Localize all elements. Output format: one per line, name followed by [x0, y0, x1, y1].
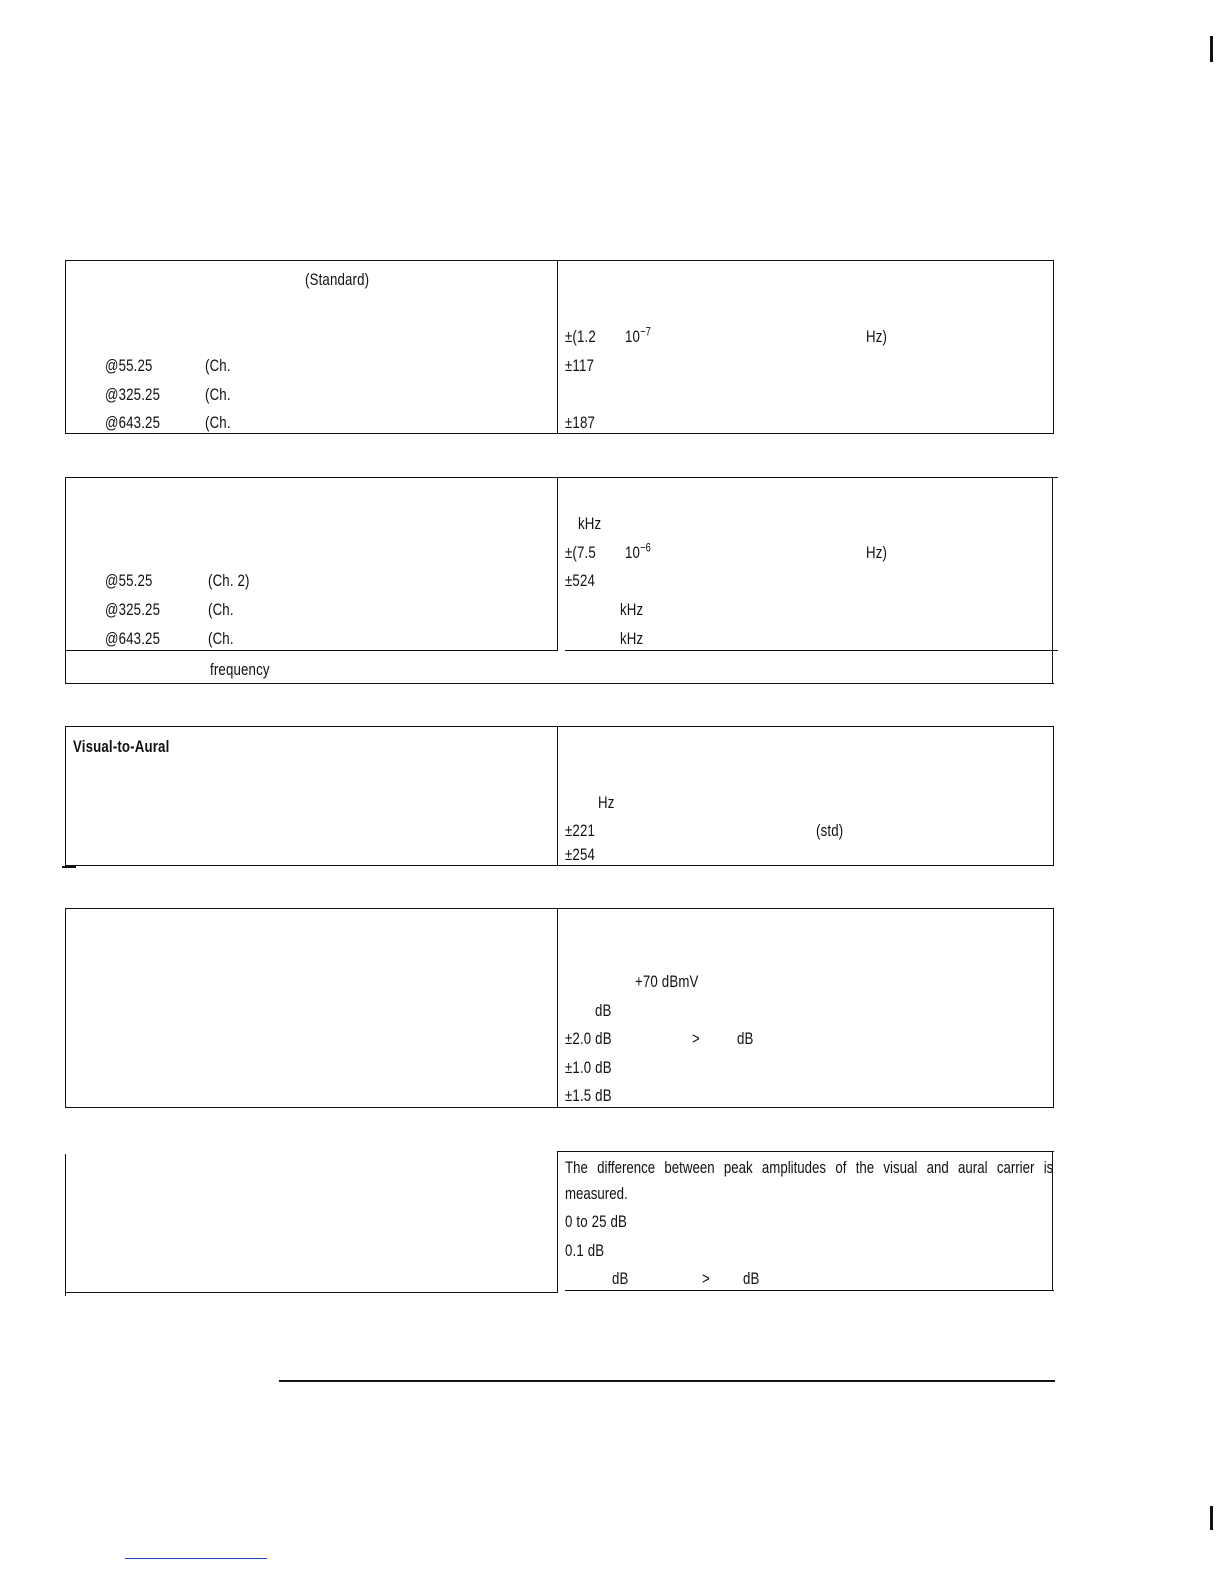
- section2-freq-3: @643.25: [105, 629, 161, 648]
- spec-table-5-left: [65, 1154, 66, 1296]
- section4-value-3: ±2.0 dB: [565, 1029, 612, 1048]
- section2-ch-2: (Ch.: [208, 600, 234, 619]
- section4-value-1: +70 dBmV: [635, 972, 699, 991]
- spec-table-2-row-right: [565, 650, 1058, 651]
- section2-unit-3: kHz: [620, 600, 644, 619]
- section2-value-2: ±524: [565, 571, 596, 590]
- section2-accuracy-b: [625, 540, 652, 563]
- section2-accuracy-exp: −6: [640, 540, 652, 555]
- spec-table-4: [65, 908, 1054, 1108]
- section1-freq-2: @325.25: [105, 385, 161, 404]
- section2-footer: frequency: [210, 660, 270, 679]
- section2-freq-1: @55.25: [105, 571, 153, 590]
- section4-value-4: ±1.0 dB: [565, 1058, 612, 1077]
- section1-accuracy-base: 10: [625, 327, 641, 346]
- section2-unit-0: kHz: [578, 514, 602, 533]
- footer-rule: [279, 1380, 1055, 1382]
- spec-table-3-corner-mark: [62, 866, 76, 868]
- section4-value-5: ±1.5 dB: [565, 1086, 612, 1105]
- footnote-rule: [125, 1558, 267, 1559]
- section5-description: The difference between peak amplitudes of the visual and aural carrier is measured.: [565, 1158, 1054, 1203]
- section2-ch-1: (Ch. 2): [208, 571, 250, 590]
- section1-ch-3: (Ch.: [205, 413, 231, 432]
- section4-gt-sign: >: [692, 1029, 700, 1048]
- section4-unit-3: dB: [737, 1029, 754, 1048]
- section5-unit-3b: dB: [743, 1269, 760, 1288]
- spec-table-5-top-right: [557, 1151, 1054, 1152]
- section5-range: 0 to 25 dB: [565, 1212, 628, 1231]
- section1-accuracy-a: ±(1.2: [565, 327, 596, 346]
- page-edge-mark-bottom: [1210, 1506, 1213, 1530]
- section1-value-3: ±187: [565, 413, 596, 432]
- section2-accuracy-base: 10: [625, 543, 641, 562]
- spec-table-5-bottom-right: [565, 1290, 1054, 1291]
- page-edge-mark-top: [1210, 36, 1213, 62]
- spec-table-1-divider: [557, 260, 558, 434]
- section3-value-3: ±254: [565, 845, 596, 864]
- section2-accuracy-unit: Hz): [866, 543, 888, 562]
- spec-table-2-divider: [557, 477, 558, 651]
- section3-value-2: ±221: [565, 821, 596, 840]
- spec-table-4-divider: [557, 908, 558, 1108]
- section5-resolution: 0.1 dB: [565, 1241, 605, 1260]
- section1-ch-1: (Ch.: [205, 356, 231, 375]
- section2-accuracy-a: ±(7.5: [565, 543, 596, 562]
- section4-value-2: dB: [595, 1001, 612, 1020]
- spec-table-2-left: [65, 477, 66, 684]
- section1-freq-1: @55.25: [105, 356, 153, 375]
- spec-table-5-divider: [557, 1151, 558, 1293]
- section5-unit-3: dB: [612, 1269, 629, 1288]
- section3-unit-1: Hz: [598, 793, 615, 812]
- section5-gt-sign: >: [702, 1269, 710, 1288]
- section1-freq-3: @643.25: [105, 413, 161, 432]
- section3-std-label: (std): [816, 821, 844, 840]
- spec-table-2-right: [1052, 477, 1053, 684]
- spec-table-1: [65, 260, 1054, 434]
- section1-value-1: ±117: [565, 356, 595, 375]
- spec-table-5-bottom-left: [65, 1292, 558, 1293]
- spec-table-2-row-left: [65, 650, 558, 651]
- section3-title: Visual-to-Aural: [73, 737, 170, 756]
- section1-accuracy-exp: −7: [640, 324, 652, 339]
- section1-accuracy-b: [625, 324, 652, 347]
- section1-ch-2: (Ch.: [205, 385, 231, 404]
- section1-header: (Standard): [305, 270, 370, 289]
- section2-unit-4: kHz: [620, 629, 644, 648]
- spec-table-3-divider: [557, 726, 558, 866]
- spec-table-2-top: [65, 477, 1058, 478]
- section2-ch-3: (Ch.: [208, 629, 234, 648]
- section2-freq-2: @325.25: [105, 600, 161, 619]
- section1-accuracy-unit: Hz): [866, 327, 888, 346]
- spec-table-2-bottom: [65, 683, 1054, 684]
- spec-table-3: [65, 726, 1054, 866]
